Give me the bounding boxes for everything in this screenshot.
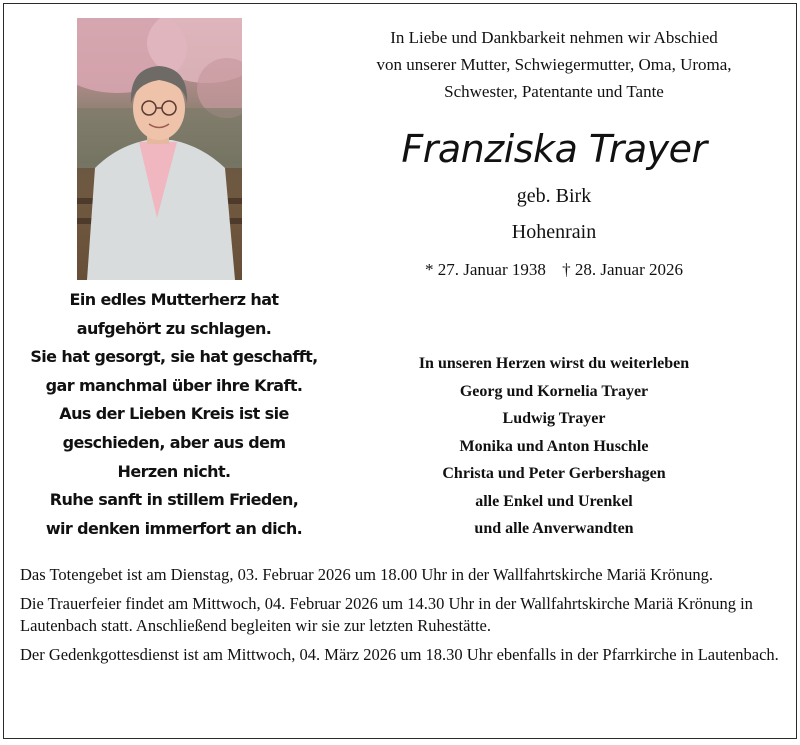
poem-line: Aus der Lieben Kreis ist sie <box>59 404 289 424</box>
hometown: Hohenrain <box>511 221 597 243</box>
mourner-entry: Monika und Anton Huschle <box>459 437 649 455</box>
portrait-photo <box>77 18 242 280</box>
poem-line: wir denken immerfort an dich. <box>45 518 303 538</box>
memorial-poem <box>24 286 324 543</box>
birth-name: geb. Birk <box>516 185 592 207</box>
prayer-notice: Das Totengebet ist am Dienstag, 03. Februar 2026 um 18.00 Uhr in der Wallfahrtskirche Mariä Krönung. <box>20 565 713 584</box>
poem-line: Herzen nicht. <box>117 461 231 481</box>
intro-line: In Liebe und Dankbarkeit nehmen wir Abschied <box>390 28 718 47</box>
mourner-entry: alle Enkel und Urenkel <box>475 492 633 510</box>
life-dates <box>334 260 774 280</box>
poem-line: gar manchmal über ihre Kraft. <box>45 375 303 395</box>
intro-line: Schwester, Patentante und Tante <box>444 82 664 101</box>
poem-line: geschieden, aber aus dem <box>62 432 286 452</box>
death-date: † 28. Januar 2026 <box>562 260 683 279</box>
poem-line: Ruhe sanft in stillem Frieden, <box>49 490 299 510</box>
intro-line: von unserer Mutter, Schwiegermutter, Oma, Uroma, <box>376 55 732 74</box>
deceased-name: Franziska Trayer <box>401 127 707 171</box>
poem-line: aufgehört zu schlagen. <box>76 318 272 338</box>
mourner-entry: Christa und Peter Gerbershagen <box>442 465 666 482</box>
mourner-entry: und alle Anverwandten <box>474 520 634 537</box>
birth-date: * 27. Januar 1938 <box>425 260 546 279</box>
poem-line: Sie hat gesorgt, sie hat geschafft, <box>30 347 318 367</box>
funeral-notice: Die Trauerfeier findet am Mittwoch, 04. Februar 2026 um 14.30 Uhr in der Wallfahrtskirche Mariä Krönung in Lautenbach statt. Anschließend begleiten wir sie zur letzten Ruhestätte. <box>20 594 753 635</box>
service-notices <box>20 564 780 673</box>
mourner-entry: Ludwig Trayer <box>502 410 606 427</box>
portrait-illustration <box>77 18 242 280</box>
obituary-card <box>3 3 797 739</box>
mourners-list <box>334 350 774 543</box>
memorial-mass-notice: Der Gedenkgottesdienst ist am Mittwoch, 04. März 2026 um 18.30 Uhr ebenfalls in der Pfarrkirche in Lautenbach. <box>20 645 779 664</box>
intro-text <box>334 24 774 105</box>
mourners-heading: In unseren Herzen wirst du weiterleben <box>418 355 690 372</box>
poem-line: Ein edles Mutterherz hat <box>69 290 279 309</box>
mourner-entry: Georg und Kornelia Trayer <box>459 382 649 400</box>
